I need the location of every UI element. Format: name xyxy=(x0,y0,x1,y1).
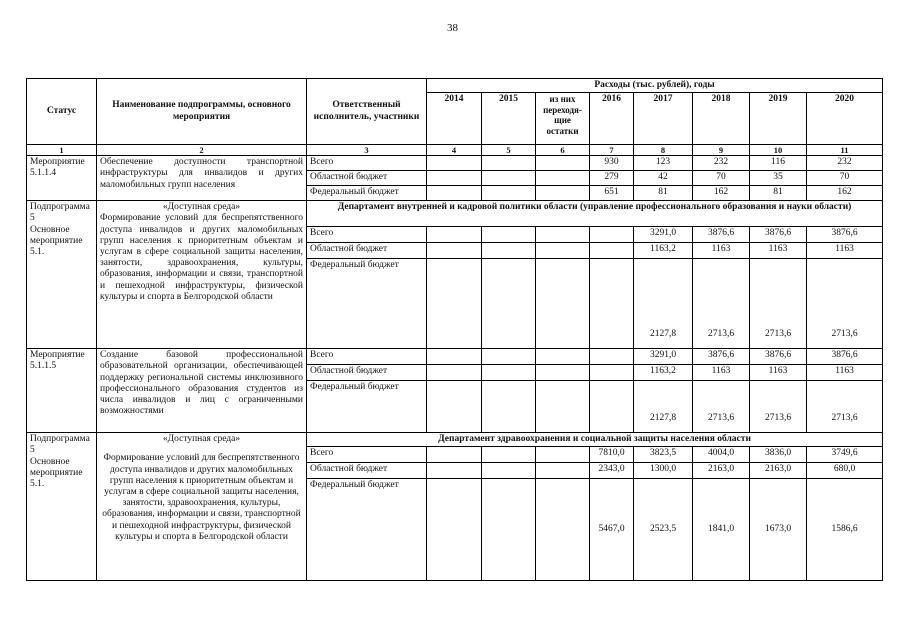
value-2016: 279 xyxy=(590,171,634,186)
header-year-2017: 2017 xyxy=(634,93,693,145)
value-2019: 1163 xyxy=(807,243,883,259)
header-name: Наименование подпрограммы, основного мероприятия xyxy=(97,79,307,145)
value-2016: 930 xyxy=(590,156,634,171)
subprogram-label: Подпрограмма 5 xyxy=(30,434,90,456)
header-year-2014: 2014 xyxy=(427,93,482,145)
subprogram-label: Подпрограмма 5 xyxy=(30,202,90,224)
column-number: 5 xyxy=(482,145,536,156)
value-2020: 1586,6 xyxy=(807,479,883,581)
column-number: 10 xyxy=(750,145,807,156)
funding-source: Федеральный бюджет xyxy=(307,381,427,433)
funding-source: Всего xyxy=(307,227,427,243)
value-2017: 3823,5 xyxy=(634,447,693,463)
main-activity-label: Основное мероприятие 5.1. xyxy=(30,456,83,490)
value-2019: 116 xyxy=(750,156,807,171)
value-2020: 3749,6 xyxy=(807,447,883,463)
header-year-2020: 2020 xyxy=(807,93,883,145)
value-2020: 162 xyxy=(807,186,883,201)
value-2018: 4004,0 xyxy=(693,447,750,463)
value-2017: 3876,6 xyxy=(693,349,750,365)
value-2017: 1300,0 xyxy=(634,463,693,479)
value-2020: 70 xyxy=(807,171,883,186)
column-number: 1 xyxy=(27,145,97,156)
activity-name-cell xyxy=(97,433,307,581)
value-2017: 81 xyxy=(634,186,693,201)
header-year-2018: 2018 xyxy=(693,93,750,145)
header-year-2019: 2019 xyxy=(750,93,807,145)
value-2017: 1163 xyxy=(693,243,750,259)
department-name: Департамент здравоохранения и социальной защиты населения области xyxy=(307,433,883,447)
value-2019: 2713,6 xyxy=(807,259,883,349)
value-2019: 3876,6 xyxy=(807,227,883,243)
value-2019: 81 xyxy=(750,186,807,201)
funding-source: Всего xyxy=(307,156,427,171)
status-cell xyxy=(27,201,97,349)
funding-source: Всего xyxy=(307,349,427,365)
subprogram-title: «Доступная среда» xyxy=(162,434,241,445)
expenses-table xyxy=(26,78,883,581)
column-number: 11 xyxy=(807,145,883,156)
value-2018: 3876,6 xyxy=(750,349,807,365)
value-2018: 2713,6 xyxy=(750,381,807,433)
column-number: 7 xyxy=(590,145,634,156)
value-2020: 680,0 xyxy=(807,463,883,479)
value-2018: 2713,6 xyxy=(750,259,807,349)
value-2017: 2523,5 xyxy=(634,479,693,581)
value-2018: 232 xyxy=(693,156,750,171)
header-expenses: Расходы (тыс. рублей), годы xyxy=(427,79,883,93)
status-cell: Мероприятие 5.1.1.4 xyxy=(27,156,97,201)
value-2018: 1841,0 xyxy=(693,479,750,581)
status-cell: Мероприятие 5.1.1.5 xyxy=(27,349,97,433)
column-number: 8 xyxy=(634,145,693,156)
value-2018: 1163 xyxy=(750,243,807,259)
value-2016: 3291,0 xyxy=(634,349,693,365)
subprogram-title: «Доступная среда» xyxy=(162,202,241,213)
value-2019: 3836,0 xyxy=(750,447,807,463)
value-2016: 7810,0 xyxy=(590,447,634,463)
value-2016: 651 xyxy=(590,186,634,201)
funding-source: Федеральный бюджет xyxy=(307,259,427,349)
header-year-2016: 2016 xyxy=(590,93,634,145)
value-2016: 2127,8 xyxy=(634,381,693,433)
value-2019: 35 xyxy=(750,171,807,186)
value-2016: 2343,0 xyxy=(590,463,634,479)
status-cell xyxy=(27,433,97,581)
value-2018: 2163,0 xyxy=(693,463,750,479)
activity-name: Формирование условий для беспрепятственного доступа инвалидов и других маломобильных групп населения к приоритетным объектам и услугам в сфере социальной защиты населения, занятости, здравоохранения, культуры, образования, информации и связи, транспортной и пешеходной инфраструктуры, физической культуры и спорта в Белгородской области xyxy=(100,213,303,302)
value-2016: 5467,0 xyxy=(590,479,634,581)
activity-name-cell xyxy=(97,201,307,349)
value-2018: 162 xyxy=(693,186,750,201)
funding-source: Областной бюджет xyxy=(307,243,427,259)
column-number: 4 xyxy=(427,145,482,156)
value-2017: 123 xyxy=(634,156,693,171)
value-2018: 3876,6 xyxy=(750,227,807,243)
column-number: 2 xyxy=(97,145,307,156)
value-2016: 2127,8 xyxy=(634,259,693,349)
value-2016: 1163,2 xyxy=(634,365,693,381)
value-2018: 1163 xyxy=(750,365,807,381)
funding-source: Всего xyxy=(307,447,427,463)
value-2016: 3291,0 xyxy=(634,227,693,243)
header-year-2015: 2015 xyxy=(482,93,536,145)
funding-source: Областной бюджет xyxy=(307,171,427,186)
value-2020: 232 xyxy=(807,156,883,171)
header-carryover: из них переходя-щие остатки xyxy=(536,93,590,145)
main-activity-label: Основное мероприятие 5.1. xyxy=(30,224,83,258)
value-2019: 2163,0 xyxy=(750,463,807,479)
value-2019: 1673,0 xyxy=(750,479,807,581)
funding-source: Федеральный бюджет xyxy=(307,186,427,201)
column-number: 9 xyxy=(693,145,750,156)
funding-source: Федеральный бюджет xyxy=(307,479,427,581)
header-responsible: Ответственный исполнитель, участники xyxy=(307,79,427,145)
value-2017: 2713,6 xyxy=(693,381,750,433)
page-number: 38 xyxy=(447,22,458,34)
column-number: 3 xyxy=(307,145,427,156)
activity-name: Создание базовой профессиональной образовательной организации, обеспечивающей поддержку региональной системы инклюзивного профессионального образования студентов из числа инвалидов и лиц с ограниченными возможностями xyxy=(97,349,307,433)
value-2017: 42 xyxy=(634,171,693,186)
value-2019: 2713,6 xyxy=(807,381,883,433)
funding-source: Областной бюджет xyxy=(307,463,427,479)
value-2017: 1163 xyxy=(693,365,750,381)
activity-name: Обеспечение доступности транспортной инфраструктуры для инвалидов и других маломобильных групп населения xyxy=(97,156,307,201)
value-2016: 1163,2 xyxy=(634,243,693,259)
column-number: 6 xyxy=(536,145,590,156)
header-status: Статус xyxy=(27,79,97,145)
value-2017: 2713,6 xyxy=(693,259,750,349)
value-2019: 1163 xyxy=(807,365,883,381)
value-2018: 70 xyxy=(693,171,750,186)
value-2019: 3876,6 xyxy=(807,349,883,365)
funding-source: Областной бюджет xyxy=(307,365,427,381)
department-name: Департамент внутренней и кадровой политики области (управление профессионального образования и науки области) xyxy=(307,201,883,227)
activity-name: Формирование условий для беспрепятственного доступа инвалидов и других маломобильных групп населения к приоритетным объектам и услугам в сфере социальной защиты населения, занятости, здравоохранения, культуры, образования, информации и связи, транспортной и пешеходной инфраструктуры, физической культуры и спорта в Белгородской области xyxy=(102,453,301,542)
value-2017: 3876,6 xyxy=(693,227,750,243)
